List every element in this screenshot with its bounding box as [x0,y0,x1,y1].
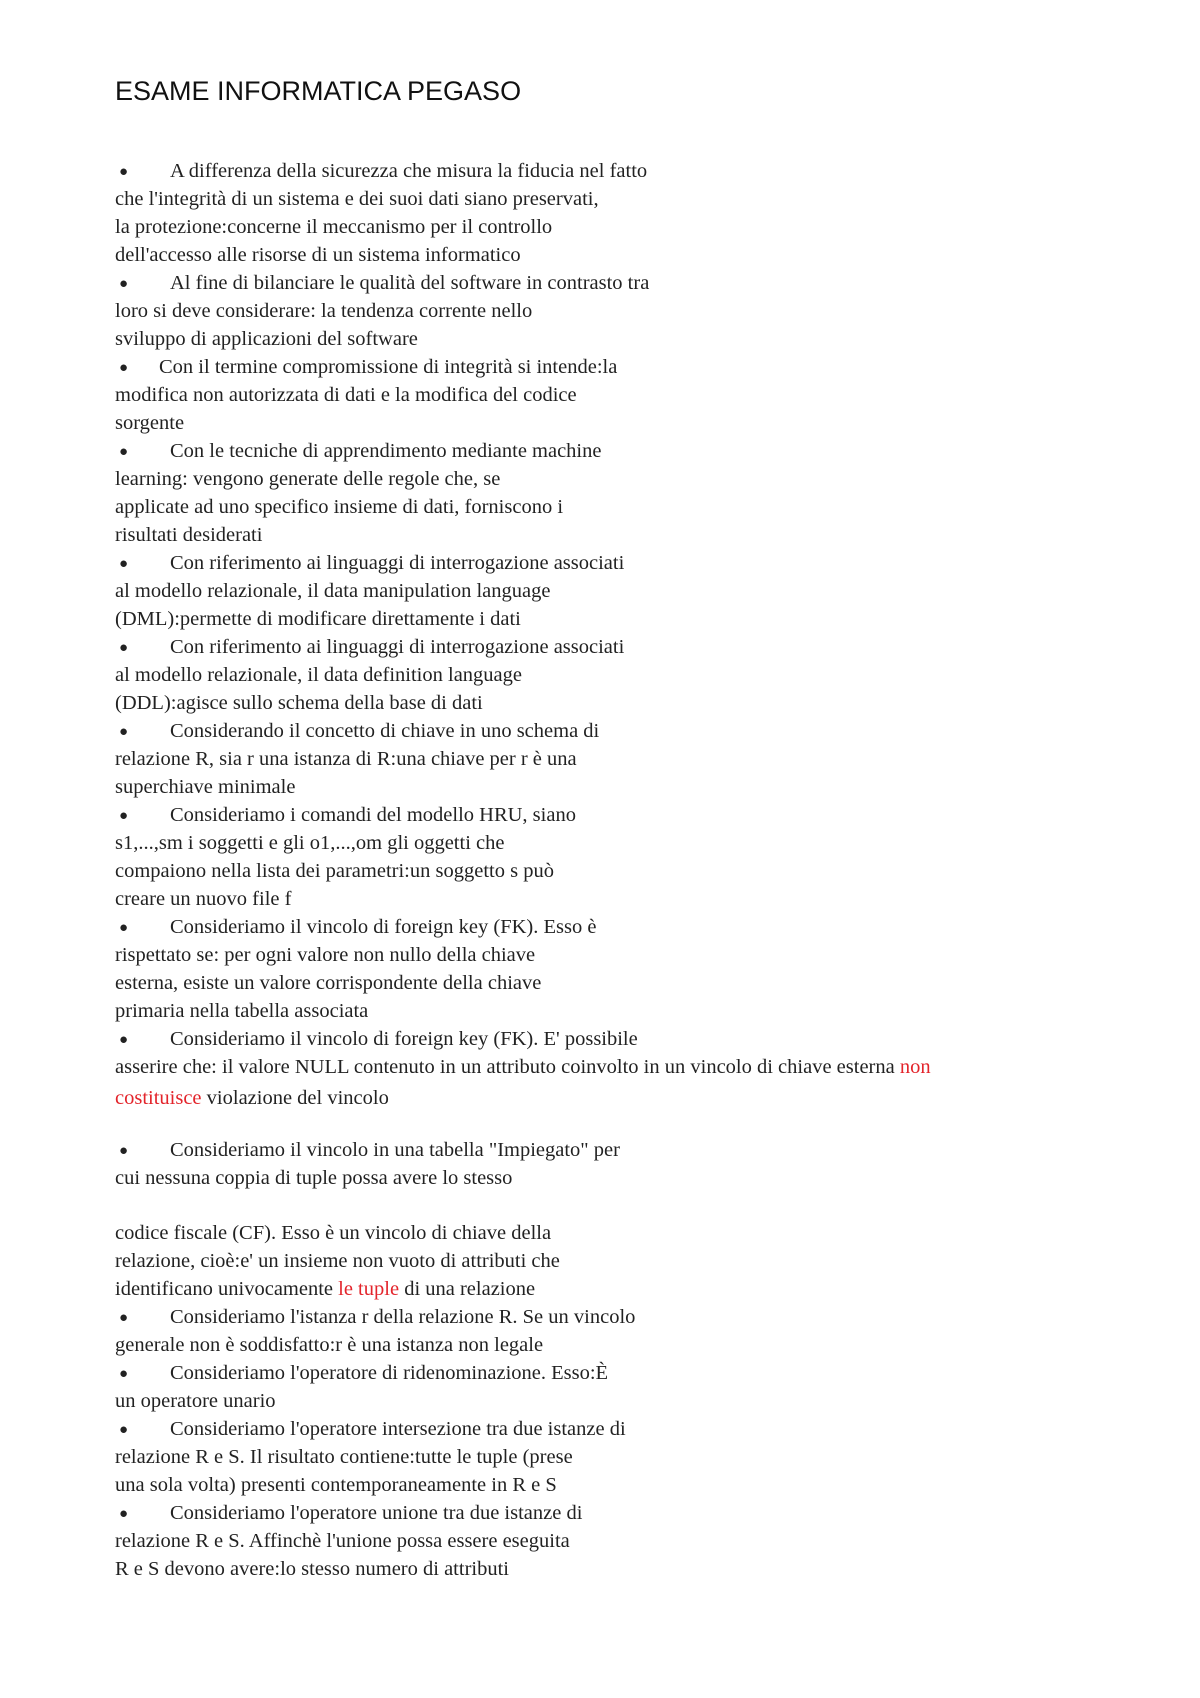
text-segment: violazione del vincolo [201,1087,389,1109]
list-item [115,549,1125,577]
text-line: dell'accesso alle risorse di un sistema informatico [115,244,521,266]
bullet-icon: ● [119,1143,129,1159]
text-line: la protezione:concerne il meccanismo per il controllo [115,216,553,238]
item-text: Con riferimento ai linguaggi di interrogazione associati [170,636,625,658]
highlighted-text: le tuple [338,1278,400,1300]
bullet-icon: ● [119,808,129,824]
item-text: Consideriamo l'operatore unione tra due istanze di [170,1502,583,1524]
text-segment: di una relazione [399,1278,536,1300]
item-text: Con il termine compromissione di integrità si intende:la [159,356,618,378]
item-text: Con riferimento ai linguaggi di interrogazione associati [170,552,625,574]
bullet-icon: ● [119,724,129,740]
text-line: generale non è soddisfatto:r è una istanza non legale [115,1334,544,1356]
item-text: Con le tecniche di apprendimento mediante machine [170,440,602,462]
text-line: learning: vengono generate delle regole che, se [115,468,501,490]
text-line: relazione, cioè:e' un insieme non vuoto di attributi che [115,1250,560,1272]
bullet-icon: ● [119,1366,129,1382]
text-line: compaiono nella lista dei parametri:un soggetto s può [115,860,554,882]
text-line: esterna, esiste un valore corrispondente della chiave [115,972,542,994]
text-line: relazione R e S. Il risultato contiene:tutte le tuple (prese [115,1446,573,1468]
item-text: Consideriamo il vincolo di foreign key (FK). E' possibile [170,1028,638,1050]
list-item [115,1303,1125,1331]
bullet-icon: ● [119,360,129,376]
list-item [115,717,1125,745]
bullet-icon: ● [119,640,129,656]
bullet-icon: ● [119,556,129,572]
item-text: Considerando il concetto di chiave in uno schema di [170,720,600,742]
item-text: Consideriamo il vincolo in una tabella "Impiegato" per [170,1139,620,1161]
list-item [115,269,1125,297]
text-line: al modello relazionale, il data manipulation language [115,580,551,602]
text-line: R e S devono avere:lo stesso numero di attributi [115,1558,509,1580]
highlighted-text: costituisce [115,1087,202,1109]
list-item [115,801,1125,829]
text-line: s1,...,sm i soggetti e gli o1,...,om gli oggetti che [115,832,505,854]
text-line: che l'integrità di un sistema e dei suoi dati siano preservati, [115,188,599,210]
list-item [115,353,1125,381]
list-item [115,1025,1125,1053]
text-line: risultati desiderati [115,524,263,546]
highlighted-text: non [899,1056,931,1078]
text-segment: asserire che: il valore NULL contenuto in un attributo coinvolto in un vincolo di chiave esterna [115,1056,900,1078]
list-item [115,1499,1125,1527]
list-item [115,157,1125,185]
paragraph-gap [115,1192,1125,1219]
text-line: relazione R e S. Affinchè l'unione possa essere eseguita [115,1530,570,1552]
bullet-icon: ● [119,1032,129,1048]
item-text: A differenza della sicurezza che misura la fiducia nel fatto [170,160,648,182]
text-line: creare un nuovo file f [115,888,292,910]
bullet-icon: ● [119,1422,129,1438]
text-line: al modello relazionale, il data definition language [115,664,522,686]
text-line: un operatore unario [115,1390,276,1412]
text-line: codice fiscale (CF). Esso è un vincolo di chiave della [115,1222,552,1244]
bullet-icon: ● [119,444,129,460]
text-line: sviluppo di applicazioni del software [115,328,418,350]
bullet-icon: ● [119,276,129,292]
paragraph-gap [115,1112,1125,1136]
text-line: loro si deve considerare: la tendenza corrente nello [115,300,533,322]
bullet-icon: ● [119,1310,129,1326]
bullet-icon: ● [119,920,129,936]
text-segment: identificano univocamente [115,1278,339,1300]
text-line [115,1084,1125,1112]
item-text: Consideriamo l'operatore intersezione tra due istanze di [170,1418,626,1440]
bullet-icon: ● [119,164,129,180]
text-line: modifica non autorizzata di dati e la modifica del codice [115,384,577,406]
list-item [115,1359,1125,1387]
text-line: (DDL):agisce sullo schema della base di dati [115,692,483,714]
list-item [115,437,1125,465]
text-line: (DML):permette di modificare direttamente i dati [115,608,521,630]
item-text: Consideriamo l'istanza r della relazione R. Se un vincolo [170,1306,636,1328]
list-item [115,913,1125,941]
text-line [115,1275,1125,1303]
text-line: relazione R, sia r una istanza di R:una chiave per r è una [115,748,577,770]
text-line: una sola volta) presenti contemporaneamente in R e S [115,1474,557,1496]
text-line: applicate ad uno specifico insieme di dati, forniscono i [115,496,564,518]
list-item [115,1415,1125,1443]
item-text: Al fine di bilanciare le qualità del software in contrasto tra [170,272,650,294]
text-line: primaria nella tabella associata [115,1000,369,1022]
item-text: Consideriamo il vincolo di foreign key (FK). Esso è [170,916,597,938]
item-text: Consideriamo i comandi del modello HRU, siano [170,804,576,826]
text-line [115,1053,1125,1081]
list-item [115,1136,1125,1164]
list-item [115,633,1125,661]
text-line: sorgente [115,412,185,434]
document-body [115,157,1125,1583]
text-line: superchiave minimale [115,776,296,798]
document-title: ESAME INFORMATICA PEGASO [115,76,522,106]
text-line: cui nessuna coppia di tuple possa avere lo stesso [115,1167,513,1189]
text-line: rispettato se: per ogni valore non nullo della chiave [115,944,536,966]
bullet-icon: ● [119,1506,129,1522]
item-text: Consideriamo l'operatore di ridenominazione. Esso:È [170,1362,609,1384]
